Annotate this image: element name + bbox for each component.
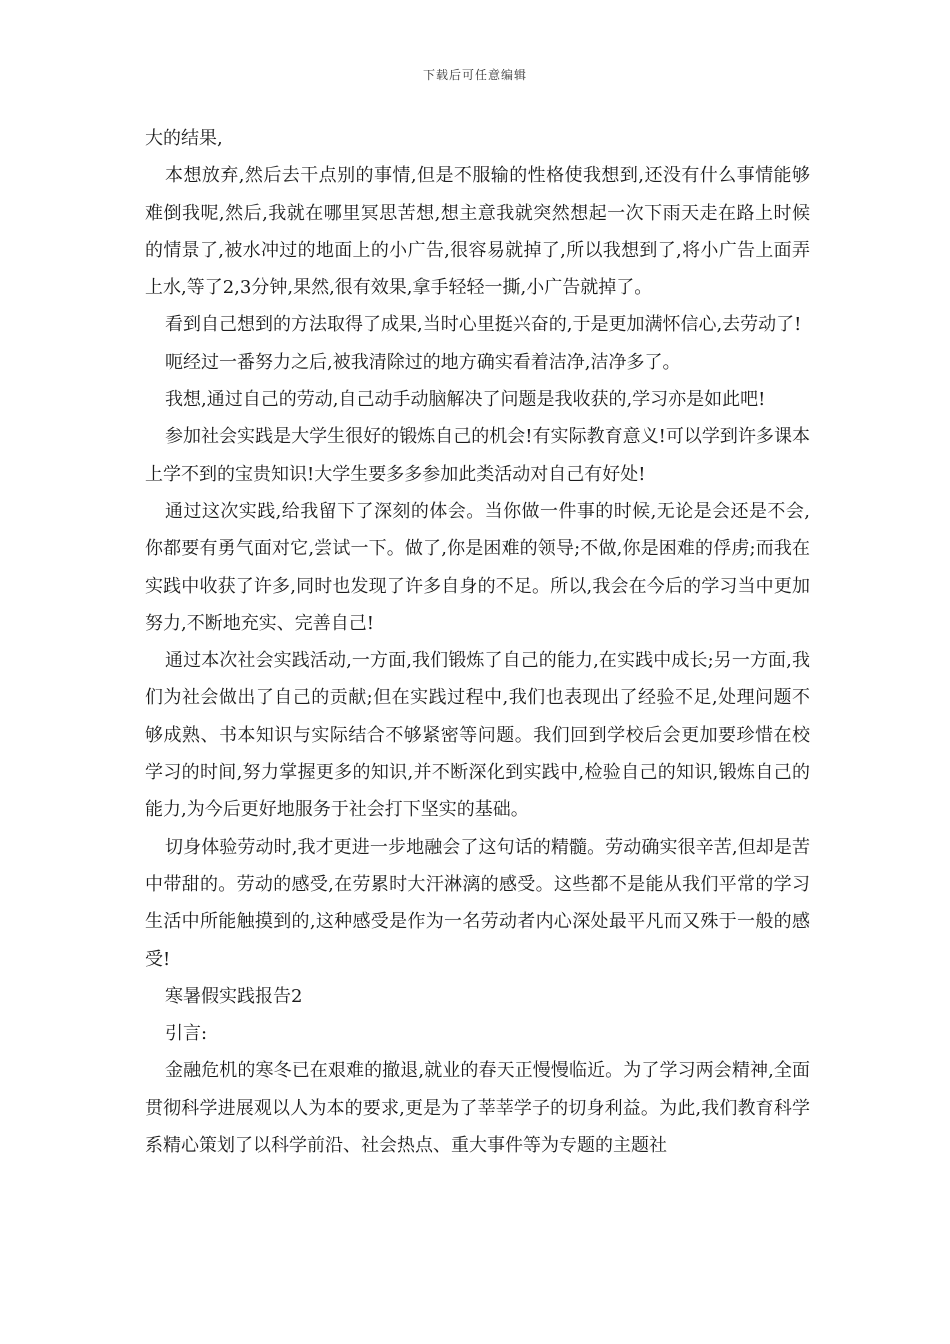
- document-body: [145, 120, 810, 1164]
- paragraph: 我想,通过自己的劳动,自己动手动脑解决了问题是我收获的,学习亦是如此吧!: [165, 389, 766, 411]
- paragraph: 通过这次实践,给我留下了深刻的体会。当你做一件事的时候,无论是会还是不会,你都要有勇气面对它,尝试一下。做了,你是困难的领导;不做,你是困难的俘虏;而我在实践中收获了许多,同时也发现了许多自身的不足。所以,我会在今后的学习当中更加努力,不断地充实、完善自己!: [145, 500, 810, 634]
- paragraph: 看到自己想到的方法取得了成果,当时心里挺兴奋的,于是更加满怀信心,去劳动了!: [165, 314, 802, 336]
- paragraph: 寒暑假实践报告2: [165, 985, 303, 1007]
- page-header: 下载后可任意编辑: [422, 68, 527, 82]
- paragraph: 通过本次社会实践活动,一方面,我们锻炼了自己的能力,在实践中成长;另一方面,我们为社会做出了自己的贡献;但在实践过程中,我们也表现出了经验不足,处理问题不够成熟、书本知识与实际结合不够紧密等问题。我们回到学校后会更加要珍惜在校学习的时间,努力掌握更多的知识,并不断深化到实践中,检验自己的知识,锻炼自己的能力,为今后更好地服务于社会打下坚实的基础。: [145, 650, 810, 821]
- paragraph: 切身体验劳动时,我才更进一步地融会了这句话的精髓。劳动确实很辛苦,但却是苦中带甜的。劳动的感受,在劳累时大汗淋漓的感受。这些都不是能从我们平常的学习生活中所能触摸到的,这种感受是作为一名劳动者内心深处最平凡而又殊于一般的感受!: [145, 836, 810, 970]
- paragraph: 大的结果,: [145, 128, 223, 149]
- paragraph: 参加社会实践是大学生很好的锻炼自己的机会!有实际教育意义!可以学到许多课本上学不到的宝贵知识!大学生要多多参加此类活动对自己有好处!: [145, 426, 810, 485]
- paragraph: 本想放弃,然后去干点别的事情,但是不服输的性格使我想到,还没有什么事情能够难倒我呢,然后,我就在哪里冥思苦想,想主意我就突然想起一次下雨天走在路上时候的情景了,被水冲过的地面上的小广告,很容易就掉了,所以我想到了,将小广告上面弄上水,等了2,3分钟,果然,很有效果,拿手轻轻一撕,小广告就掉了。: [145, 165, 810, 299]
- paragraph: 金融危机的寒冬已在艰难的撤退,就业的春天正慢慢临近。为了学习两会精神,全面贯彻科学进展观以人为本的要求,更是为了莘莘学子的切身利益。为此,我们教育科学系精心策划了以科学前沿、社会热点、重大事件等为专题的主题社: [145, 1060, 810, 1157]
- paragraph: 引言:: [165, 1023, 208, 1045]
- paragraph: 呃经过一番努力之后,被我清除过的地方确实看着洁净,洁净多了。: [165, 351, 681, 373]
